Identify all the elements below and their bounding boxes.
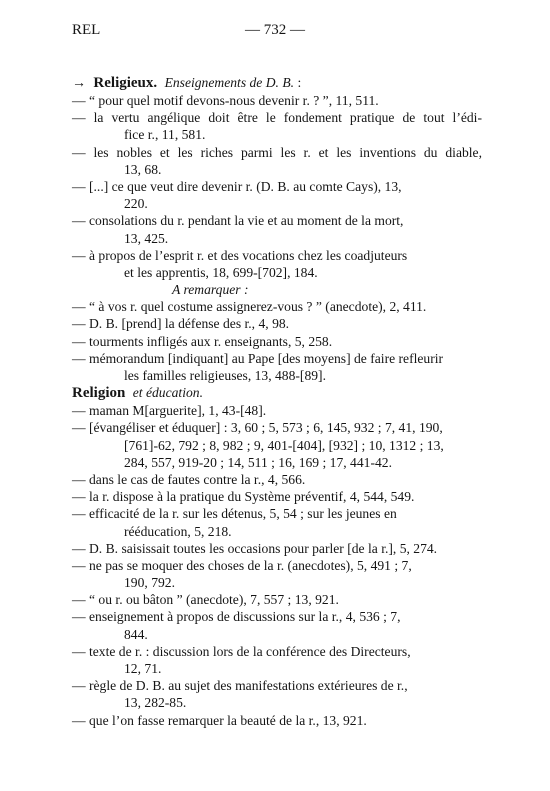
index-line bbox=[72, 608, 482, 625]
line-text: les familles religieuses, 13, 488-[89]. bbox=[124, 368, 326, 383]
running-head-letters: REL bbox=[72, 22, 101, 38]
index-line bbox=[72, 109, 482, 126]
index-line bbox=[72, 471, 482, 488]
line-text: — règle de D. B. au sujet des manifestations extérieures de r., bbox=[72, 678, 408, 694]
line-text: 220. bbox=[124, 196, 148, 212]
line-text: — que l’on fasse remarquer la beauté de la r., 13, 921. bbox=[72, 712, 367, 728]
line-text: 844. bbox=[124, 626, 148, 642]
index-line bbox=[72, 540, 482, 557]
index-content bbox=[72, 74, 482, 729]
line-text: — la r. dispose à la pratique du Système préventif, 4, 544, 549. bbox=[72, 489, 415, 505]
page-number: — 732 — bbox=[245, 22, 305, 38]
entry-heading-religieux bbox=[72, 74, 482, 92]
line-text: — tourments infligés aux r. enseignants, 5, 258. bbox=[72, 333, 333, 349]
line-text: — la vertu angélique doit être le fondement pratique de tout l’édi- bbox=[72, 110, 482, 126]
index-line bbox=[72, 419, 482, 436]
line-text: — dans le cas de fautes contre la r., 4, 566. bbox=[72, 471, 306, 487]
index-line bbox=[72, 212, 482, 229]
entry-heading-religion bbox=[72, 384, 482, 402]
heading-subtitle: Enseignements de D. B. bbox=[164, 75, 295, 90]
index-line bbox=[72, 591, 482, 608]
index-line bbox=[72, 350, 482, 367]
index-line bbox=[72, 454, 482, 471]
line-text: 284, 557, 919-20 ; 14, 511 ; 16, 169 ; 17, 441-42. bbox=[124, 454, 392, 470]
line-text: — à propos de l’esprit r. et des vocations chez les coadjuteurs bbox=[72, 247, 408, 263]
index-line bbox=[72, 712, 482, 729]
line-text: — D. B. [prend] la défense des r., 4, 98. bbox=[72, 316, 290, 332]
index-line bbox=[72, 694, 482, 711]
running-head bbox=[0, 22, 550, 44]
line-text: fice r., 11, 581. bbox=[124, 127, 206, 143]
index-line bbox=[72, 230, 482, 247]
line-text: — maman M[arguerite], 1, 43-[48]. bbox=[72, 403, 267, 419]
index-line bbox=[72, 402, 482, 419]
remark-text: A remarquer : bbox=[172, 282, 249, 298]
line-text: — consolations du r. pendant la vie et au moment de la mort, bbox=[72, 213, 404, 229]
line-text: rééducation, 5, 218. bbox=[124, 523, 232, 539]
index-line bbox=[72, 178, 482, 195]
heading-title: Religion bbox=[72, 385, 126, 402]
line-text: — [...] ce que veut dire devenir r. (D. B. au comte Cays), 13, bbox=[72, 178, 402, 194]
index-line bbox=[72, 488, 482, 505]
index-line bbox=[72, 557, 482, 574]
line-text: et les apprentis, 18, 699-[702], 184. bbox=[124, 264, 318, 280]
index-line bbox=[72, 333, 482, 350]
index-line bbox=[72, 626, 482, 643]
line-text: — “ ou r. ou bâton ” (anecdote), 7, 557 ; 13, 921. bbox=[72, 592, 339, 608]
heading-title: Religieux. bbox=[93, 75, 158, 91]
line-text: 13, 68. bbox=[124, 161, 162, 177]
index-line bbox=[72, 677, 482, 694]
line-text: — ne pas se moquer des choses de la r. (anecdotes), 5, 491 ; 7, bbox=[72, 557, 412, 573]
line-text: — enseignement à propos de discussions sur la r., 4, 536 ; 7, bbox=[72, 609, 401, 625]
index-line bbox=[72, 367, 482, 384]
line-text: — D. B. saisissait toutes les occasions pour parler [de la r.], 5, 274. bbox=[72, 540, 438, 556]
line-text: — mémorandum [indiquant] au Pape [des moyens] de faire refleurir bbox=[72, 350, 444, 366]
index-line bbox=[72, 437, 482, 454]
line-text: [761]-62, 792 ; 8, 982 ; 9, 401-[404], [932] ; 10, 1312 ; 13, bbox=[124, 437, 444, 453]
line-text: — “ à vos r. quel costume assignerez-vous ? ” (anecdote), 2, 411. bbox=[72, 299, 427, 315]
index-line bbox=[72, 144, 482, 161]
heading-subtitle: et éducation. bbox=[132, 385, 203, 401]
index-line bbox=[72, 660, 482, 677]
line-text: 12, 71. bbox=[124, 661, 162, 676]
line-text: 13, 282-85. bbox=[124, 695, 187, 711]
line-text: — “ pour quel motif devons-nous devenir r. ? ”, 11, 511. bbox=[72, 93, 379, 108]
index-line bbox=[72, 505, 482, 522]
index-line bbox=[72, 643, 482, 660]
index-line bbox=[72, 161, 482, 178]
heading-colon: : bbox=[294, 75, 302, 90]
index-line bbox=[72, 315, 482, 332]
line-text: — efficacité de la r. sur les détenus, 5, 54 ; sur les jeunes en bbox=[72, 506, 397, 522]
line-text: — [évangéliser et éduquer] : 3, 60 ; 5, 573 ; 6, 145, 932 ; 7, 41, 190, bbox=[72, 420, 443, 436]
arrow-icon: → bbox=[72, 76, 86, 91]
index-line bbox=[72, 523, 482, 540]
index-line bbox=[72, 247, 482, 264]
index-line bbox=[72, 298, 482, 315]
index-line bbox=[72, 195, 482, 212]
index-line bbox=[72, 264, 482, 281]
index-line bbox=[72, 126, 482, 143]
index-line bbox=[72, 574, 482, 591]
line-text: — les nobles et les riches parmi les r. et les inventions du diable, bbox=[72, 144, 482, 160]
line-text: 13, 425. bbox=[124, 230, 169, 246]
line-text: — texte de r. : discussion lors de la conférence des Directeurs, bbox=[72, 643, 411, 659]
line-text: 190, 792. bbox=[124, 575, 175, 591]
index-line bbox=[72, 92, 482, 109]
remark-heading bbox=[72, 281, 482, 298]
